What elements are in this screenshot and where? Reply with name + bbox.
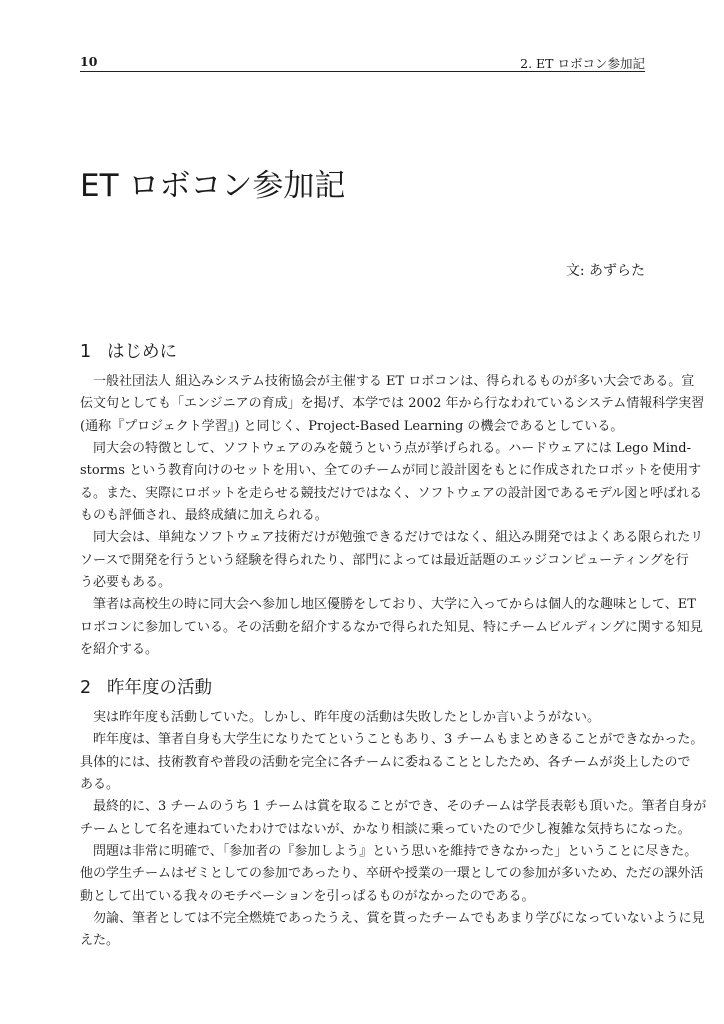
text-line: チームとして名を連ねていたわけではないが、かなり相談に乗っていたので少し複雑な気持ちになった。	[80, 821, 691, 837]
section-number: 2	[80, 678, 92, 698]
text-line: ある。	[80, 777, 120, 793]
text-line: (通称『プロジェクト学習』) と同じく、Project-Based Learning の機会であるとしている。	[80, 418, 624, 434]
text-line: う必要もある。	[80, 575, 172, 591]
text-line: 動として出ている我々のモチベーションを引っぱるものがなかったのである。	[80, 888, 535, 904]
text-line: を紹介する。	[80, 642, 159, 658]
paragraph	[80, 594, 703, 661]
paragraph	[80, 707, 645, 729]
text-line: 伝文句としても「エンジニアの育成」を掲げ、本学では 2002 年から行なわれているシステム情報科学実習	[80, 396, 705, 412]
section-title: はじめに	[107, 342, 177, 362]
paragraph	[80, 796, 707, 841]
text-line: 同大会の特徴として、ソフトウェアのみを競うという点が挙げられる。ハードウェアには Lego Mind-	[93, 441, 691, 457]
paragraph	[80, 729, 704, 796]
text-line: 実は昨年度も活動していた。しかし、昨年度の活動は失敗したとしか言いようがない。	[93, 710, 601, 725]
section-body-1	[80, 371, 705, 661]
text-line: ものも評価され、最終成績に加えられる。	[80, 508, 328, 524]
author-line: 文: あずらた	[565, 263, 645, 279]
text-line: る。また、実際にロボットを走らせる競技だけではなく、ソフトウェアの設計図であるモデル図と呼ばれる	[80, 485, 703, 501]
text-line: 勿論、筆者としては不完全燃焼であったうえ、賞を貰ったチームでもあまり学びになっていないように見	[93, 911, 705, 927]
paragraph	[80, 438, 703, 527]
page-number: 10	[80, 54, 98, 69]
text-line: 一般社団法人 組込みシステム技術協会が主催する ET ロボコンは、得られるものが多い大会である。宣	[93, 374, 695, 389]
paragraph	[80, 371, 705, 438]
text-line: 筆者は高校生の時に同大会へ参加し地区優勝をしており、大学に入ってからは個人的な趣味として、ET	[93, 597, 696, 613]
text-line: storms という教育向けのセットを用い、全てのチームが同じ設計図をもとに作成されたロボットを使用す	[80, 463, 702, 479]
paragraph	[80, 841, 704, 908]
text-line: ロボコンに参加している。その活動を紹介するなかで得られた知見、特にチームビルディングに関する知見	[80, 619, 703, 635]
text-line: ソースで開発を行うという経験を得られたり、部門によっては最近話題のエッジコンピューティングを行	[80, 552, 689, 568]
paragraph	[80, 527, 704, 594]
text-line: 最終的に、3 チームのうち 1 チームは賞を取ることができ、そのチームは学長表彰も頂いた。筆者自身が	[93, 799, 707, 815]
text-line: 他の学生チームはゼミとしての参加であったり、卒研や授業の一環としての参加が多いため、ただの課外活	[80, 866, 704, 882]
article-title: ET ロボコン参加記	[80, 168, 346, 204]
section-heading-2	[80, 674, 212, 699]
section-body-2	[80, 707, 707, 953]
text-line: 同大会は、単純なソフトウェア技術だけが勉強できるだけではなく、組込み開発ではよくある限られたリ	[93, 530, 704, 546]
running-header	[80, 54, 645, 72]
text-line: 具体的には、技術教育や普段の活動を完全に各チームに委ねることとしたため、各チームが炎上したので	[80, 754, 691, 770]
running-title: 2. ET ロボコン参加記	[520, 56, 645, 71]
paragraph	[80, 908, 705, 953]
text-line: えた。	[80, 933, 120, 949]
section-heading-1	[80, 338, 177, 363]
section-title: 昨年度の活動	[107, 678, 212, 698]
text-line: 問題は非常に明確で、「参加者の『参加しよう』という思いを維持できなかった」ということに尽きた。	[93, 844, 698, 860]
text-line: 昨年度は、筆者自身も大学生になりたてということもあり、3 チームもまとめきることができなかった。	[93, 732, 704, 748]
section-number: 1	[80, 342, 92, 362]
